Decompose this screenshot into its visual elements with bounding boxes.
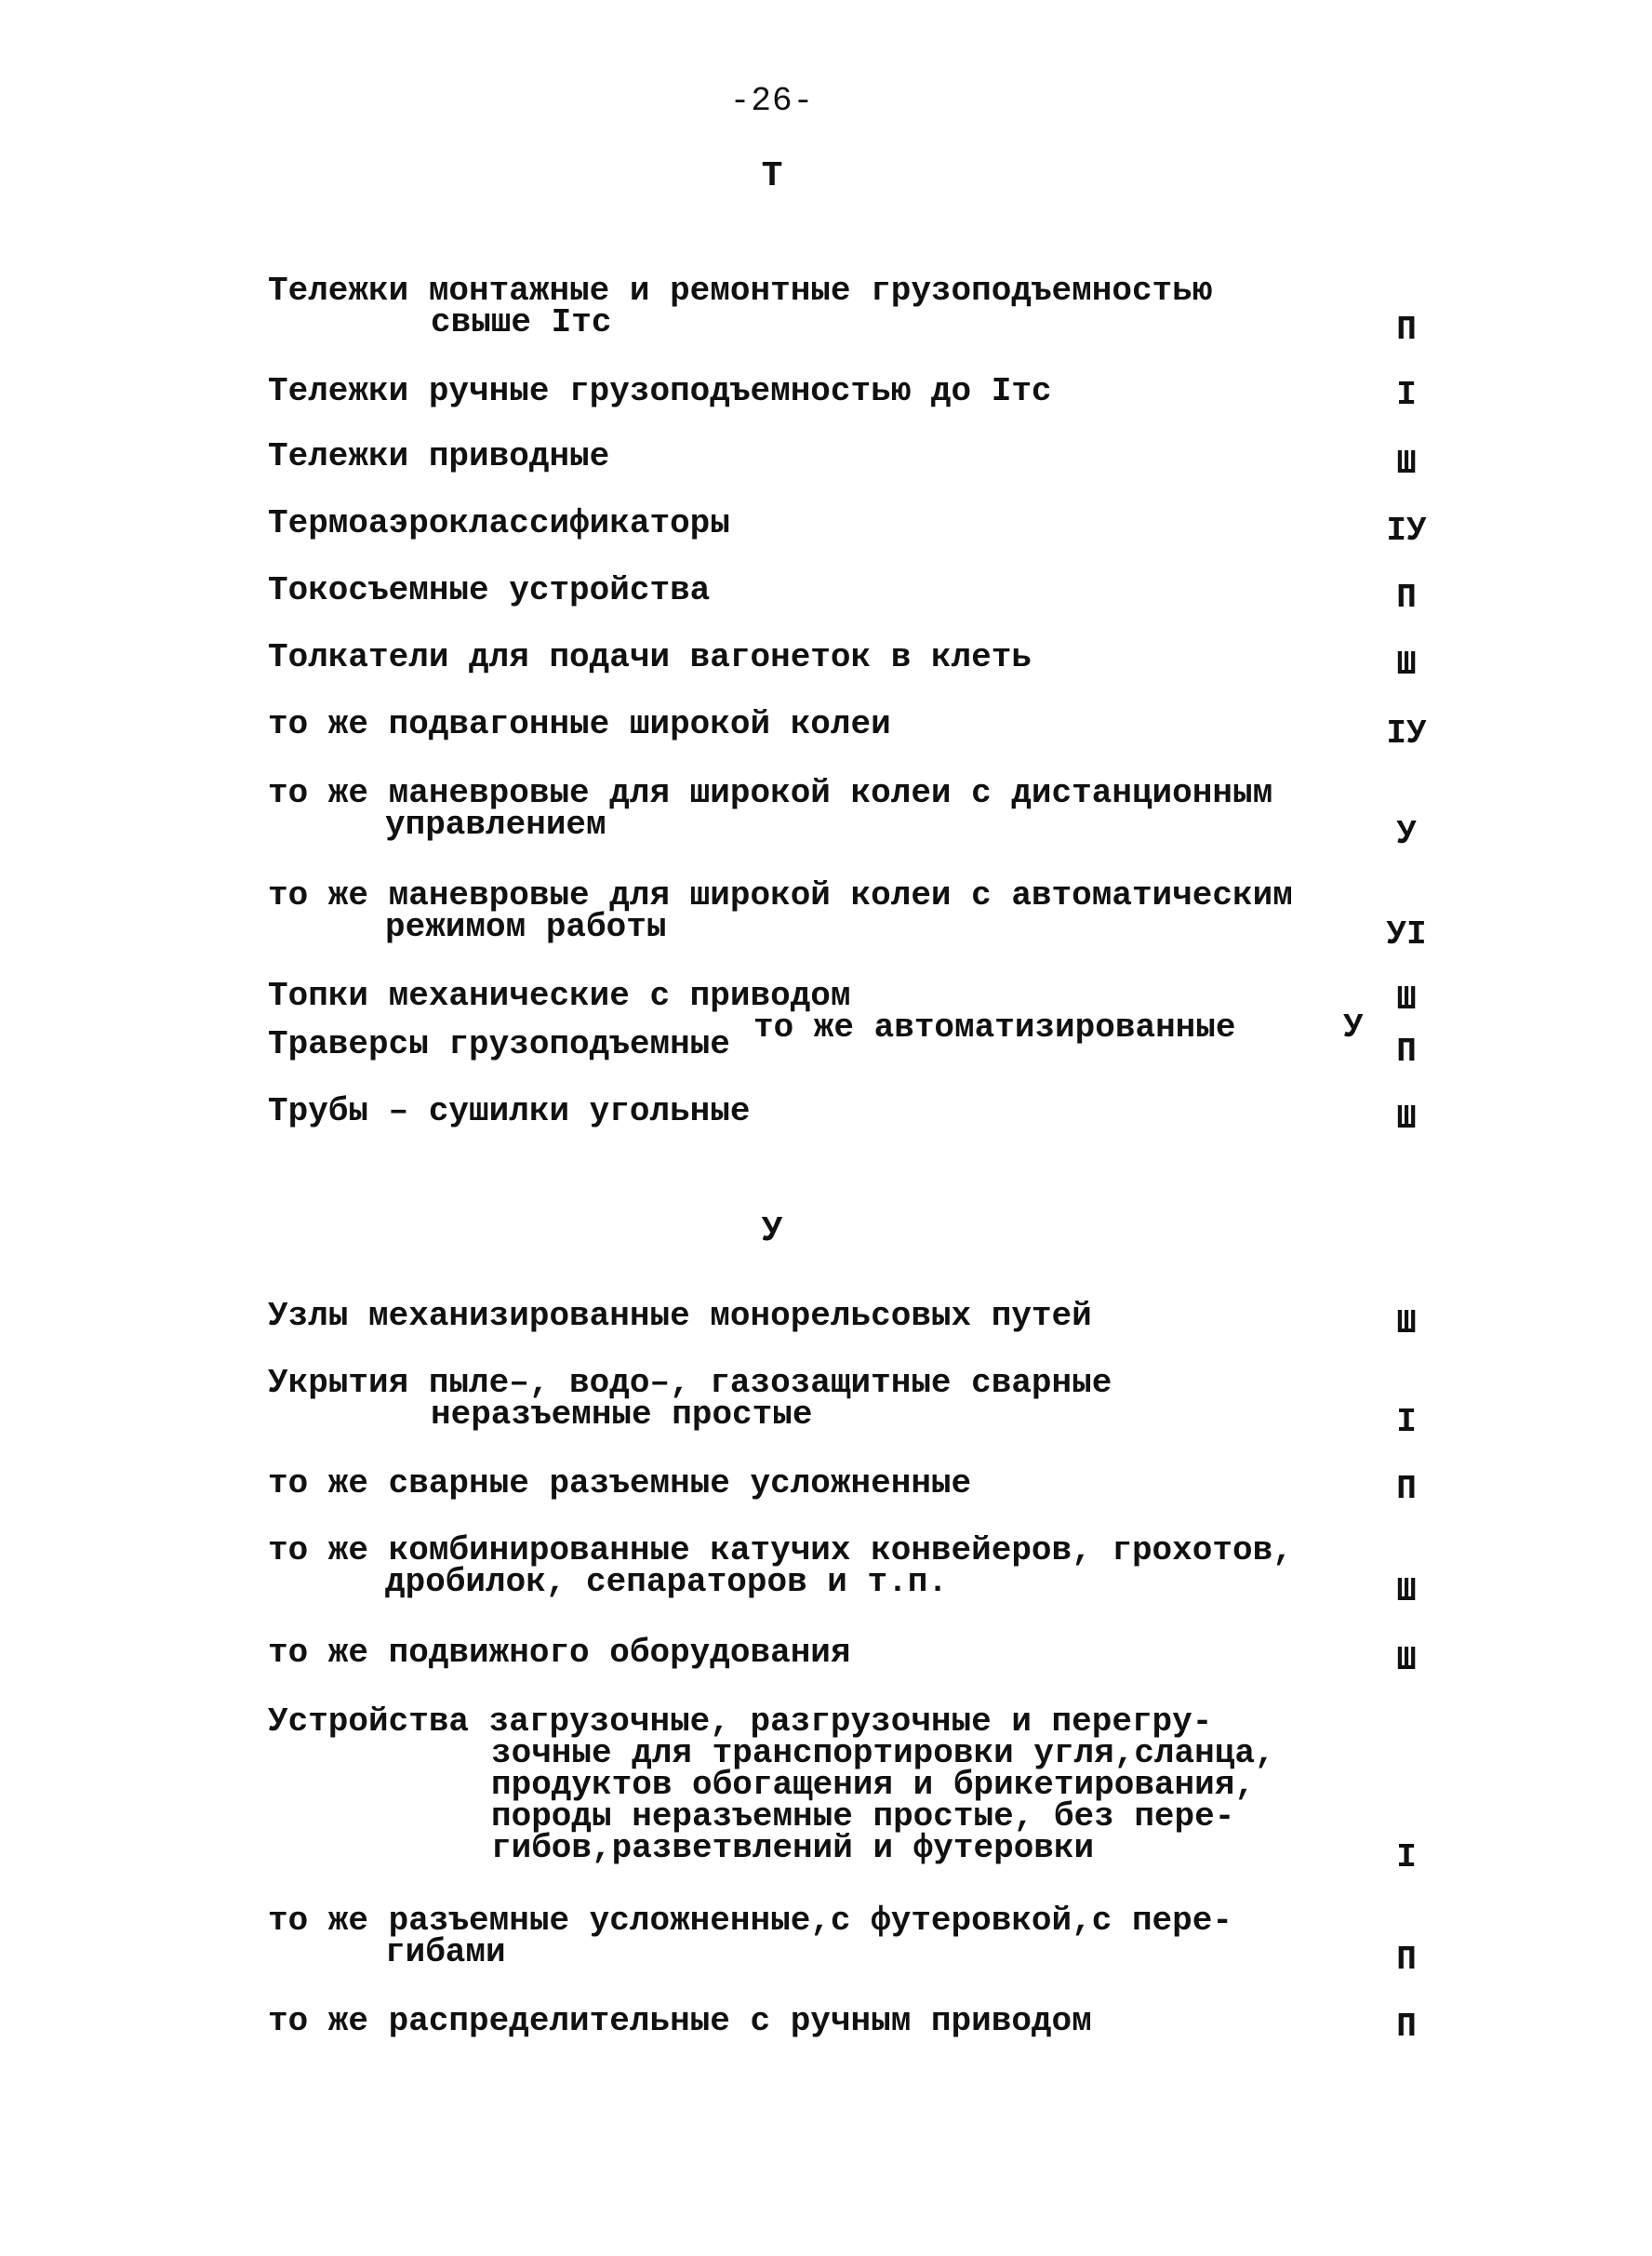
list-item	[268, 1902, 1431, 1971]
entry-line: Тележки приводные	[268, 437, 610, 475]
category-label: IУ	[1386, 512, 1427, 550]
entry-text	[268, 272, 1431, 341]
entry-line: Топки механические с приводом	[268, 977, 851, 1015]
category-label: Ш	[1396, 1304, 1417, 1342]
list-item	[268, 1531, 1431, 1601]
entry-line: породы неразъемные простые, без пере-	[491, 1797, 1235, 1836]
entry-line: зочные для транспортировки угля,сланца,	[491, 1734, 1275, 1772]
entry-line: Токосъемные устройства	[268, 571, 711, 609]
list-item	[268, 1634, 1431, 1672]
category-label: У	[1343, 1008, 1364, 1047]
entry-text	[268, 1702, 1431, 1867]
list-item	[268, 1297, 1431, 1335]
entry-line: то же маневровые для широкой колеи с автоматическим	[268, 876, 1293, 914]
category-label: Ш	[1396, 981, 1417, 1019]
entry-line: то же подвижного оборудования	[268, 1634, 851, 1672]
category-label: П	[1396, 1941, 1417, 1979]
category-label: П	[1396, 1033, 1417, 1071]
entry-line: управлением	[385, 806, 606, 844]
category-label: П	[1396, 1470, 1417, 1508]
category-label: I	[1396, 1838, 1417, 1876]
category-label: П	[1396, 311, 1417, 349]
category-label: Ш	[1396, 646, 1417, 684]
list-item	[268, 272, 1431, 341]
entry-line: Толкатели для подачи вагонеток в клеть	[268, 638, 1032, 676]
list-item	[268, 638, 1431, 676]
category-label: IУ	[1386, 714, 1427, 753]
category-label: П	[1396, 579, 1417, 617]
entry-line: неразъемные простые	[431, 1395, 813, 1434]
list-item	[268, 504, 1431, 542]
list-item	[268, 774, 1431, 844]
list-item	[268, 372, 1431, 410]
section-letter-t: Т	[761, 156, 783, 196]
entry-line: то же комбинированные катучих конвейеров, грохотов,	[268, 1531, 1293, 1569]
section-letter-u: У	[761, 1211, 783, 1251]
entry-line: Тележки ручные грузоподъемностью до Iтс	[268, 372, 1052, 410]
entry-line: продуктов обогащения и брикетирования,	[491, 1766, 1255, 1804]
list-item	[268, 571, 1431, 609]
category-label: У	[1396, 815, 1417, 853]
page-number: -26-	[729, 82, 815, 120]
entry-text	[268, 1902, 1431, 1971]
entry-line-overlay: то же автоматизированные	[753, 1008, 1236, 1047]
entry-line: то же маневровые для широкой колеи с дистанционным	[268, 774, 1273, 812]
entry-line: Укрытия пыле–, водо–, газозащитные сварные	[268, 1364, 1112, 1402]
entry-line: Траверсы грузоподъемные	[268, 1025, 730, 1063]
list-item	[268, 1464, 1431, 1502]
entry-line: то же сварные разъемные усложненные	[268, 1464, 972, 1502]
entry-text	[268, 876, 1431, 946]
list-item	[268, 1702, 1431, 1867]
entry-line: Тележки монтажные и ремонтные грузоподъемностью	[268, 272, 1213, 310]
category-label: Ш	[1396, 1641, 1417, 1679]
category-label: I	[1396, 376, 1417, 414]
entry-line: Трубы – сушилки угольные	[268, 1092, 751, 1130]
list-item	[268, 876, 1431, 946]
category-label: УI	[1386, 915, 1427, 954]
entry-line: дробилок, сепараторов и т.п.	[385, 1563, 948, 1601]
entry-line: то же разъемные усложненные,с футеровкой,с пере-	[268, 1902, 1232, 1940]
category-label: П	[1396, 2008, 1417, 2046]
entry-line: Термоаэроклассификаторы	[268, 504, 730, 542]
list-item	[268, 705, 1431, 743]
list-item	[268, 1364, 1431, 1434]
category-label: Ш	[1396, 1572, 1417, 1610]
category-label: I	[1396, 1403, 1417, 1441]
category-label: Ш	[1396, 1100, 1417, 1138]
category-label: Ш	[1396, 445, 1417, 483]
entry-line: то же распределительные с ручным приводом	[268, 2002, 1092, 2040]
entry-line: Узлы механизированные монорельсовых путей	[268, 1297, 1092, 1335]
entry-line: свыше Iтс	[431, 303, 612, 341]
list-item	[268, 1092, 1431, 1130]
entry-line: гибов,разветвлений и футеровки	[491, 1829, 1095, 1867]
entry-line: режимом работы	[385, 908, 667, 946]
list-item	[268, 977, 1431, 1015]
entry-text	[268, 774, 1431, 844]
entry-text	[268, 1364, 1431, 1434]
entry-line: Устройства загрузочные, разгрузочные и перегру-	[268, 1702, 1213, 1741]
list-item	[268, 2002, 1431, 2040]
list-item	[268, 437, 1431, 475]
entry-text	[268, 1531, 1431, 1601]
entry-line: то же подвагонные широкой колеи	[268, 705, 891, 743]
entry-line: гибами	[385, 1933, 506, 1971]
